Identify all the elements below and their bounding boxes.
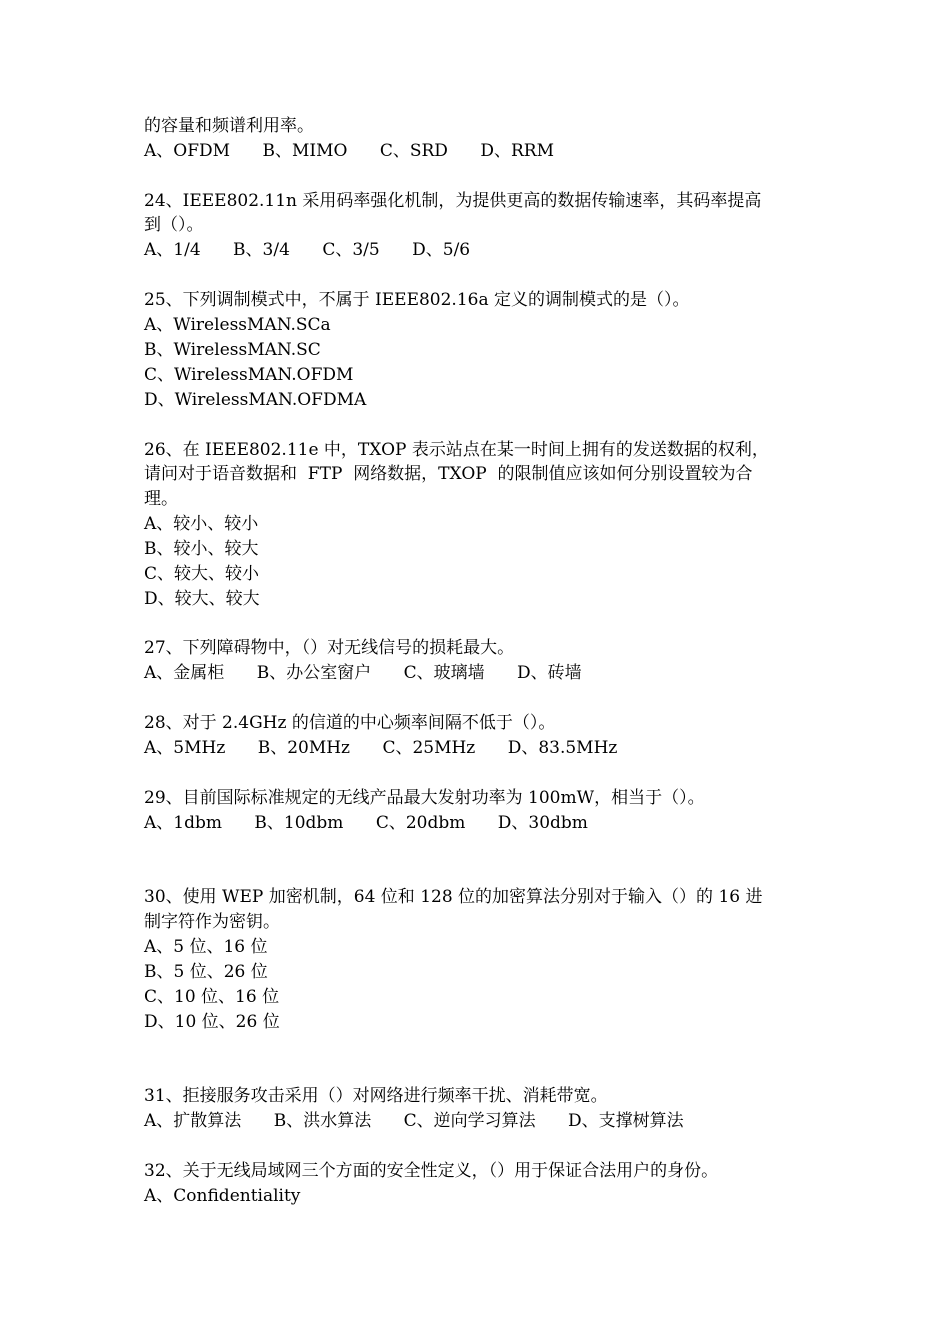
question-31-stem: 31、拒接服务攻击采用（）对网络进行频率干扰、消耗带宽。 xyxy=(144,1086,608,1106)
question-24-stem: 24、IEEE802.11n 采用码率强化机制，为提供更高的数据传输速率，其码率提高 xyxy=(144,191,762,211)
question-26-option-b: B、较小、较大 xyxy=(144,539,259,559)
question-32-stem: 32、关于无线局域网三个方面的安全性定义，（）用于保证合法用户的身份。 xyxy=(144,1161,719,1181)
question-26-option-c: C、较大、较小 xyxy=(144,564,260,584)
question-27-options: A、金属柜 B、办公室窗户 C、玻璃墙 D、砖墙 xyxy=(144,663,582,683)
question-29-options: A、1dbm B、10dbm C、20dbm D、30dbm xyxy=(144,813,588,833)
question-25-option-c: C、WirelessMAN.OFDM xyxy=(144,365,354,385)
question-30-option-d: D、10 位、26 位 xyxy=(144,1012,280,1032)
question-26-stem: 26、在 IEEE802.11e 中，TXOP 表示站点在某一时间上拥有的发送数据的权利， xyxy=(144,440,769,460)
question-26-option-a: A、较小、较小 xyxy=(144,514,259,534)
question-31-options: A、扩散算法 B、洪水算法 C、逆向学习算法 D、支撑树算法 xyxy=(144,1111,684,1131)
question-25-option-a: A、WirelessMAN.SCa xyxy=(144,315,331,335)
question-24-stem-cont: 到（）。 xyxy=(144,215,204,235)
question-28-options: A、5MHz B、20MHz C、25MHz D、83.5MHz xyxy=(144,738,618,758)
question-29-stem: 29、目前国际标准规定的无线产品最大发射功率为 100mW，相当于（）。 xyxy=(144,788,705,808)
question-23-options: A、OFDM B、MIMO C、SRD D、RRM xyxy=(144,141,554,161)
question-26-stem-end: 理。 xyxy=(144,489,178,509)
question-26-stem-cont: 请问对于语音数据和 FTP 网络数据，TXOP 的限制值应该如何分别设置较为合 xyxy=(144,464,753,484)
question-30-option-c: C、10 位、16 位 xyxy=(144,987,280,1007)
question-30-stem: 30、使用 WEP 加密机制，64 位和 128 位的加密算法分别对于输入（）的 16 进 xyxy=(144,887,763,907)
question-30-option-a: A、5 位、16 位 xyxy=(144,937,268,957)
question-25-option-b: B、WirelessMAN.SC xyxy=(144,340,321,360)
question-28-stem: 28、对于 2.4GHz 的信道的中心频率间隔不低于（）。 xyxy=(144,713,556,733)
question-30-stem-cont: 制字符作为密钥。 xyxy=(144,912,280,932)
question-25-stem: 25、下列调制模式中，不属于 IEEE802.16a 定义的调制模式的是（）。 xyxy=(144,290,690,310)
question-25-option-d: D、WirelessMAN.OFDMA xyxy=(144,390,367,410)
question-32-option-a: A、Confidentiality xyxy=(144,1186,301,1206)
question-23-stem-end: 的容量和频谱利用率。 xyxy=(144,116,314,136)
question-27-stem: 27、下列障碍物中，（）对无线信号的损耗最大。 xyxy=(144,638,515,658)
question-24-options: A、1/4 B、3/4 C、3/5 D、5/6 xyxy=(144,240,471,260)
question-30-option-b: B、5 位、26 位 xyxy=(144,962,268,982)
question-26-option-d: D、较大、较大 xyxy=(144,589,260,609)
